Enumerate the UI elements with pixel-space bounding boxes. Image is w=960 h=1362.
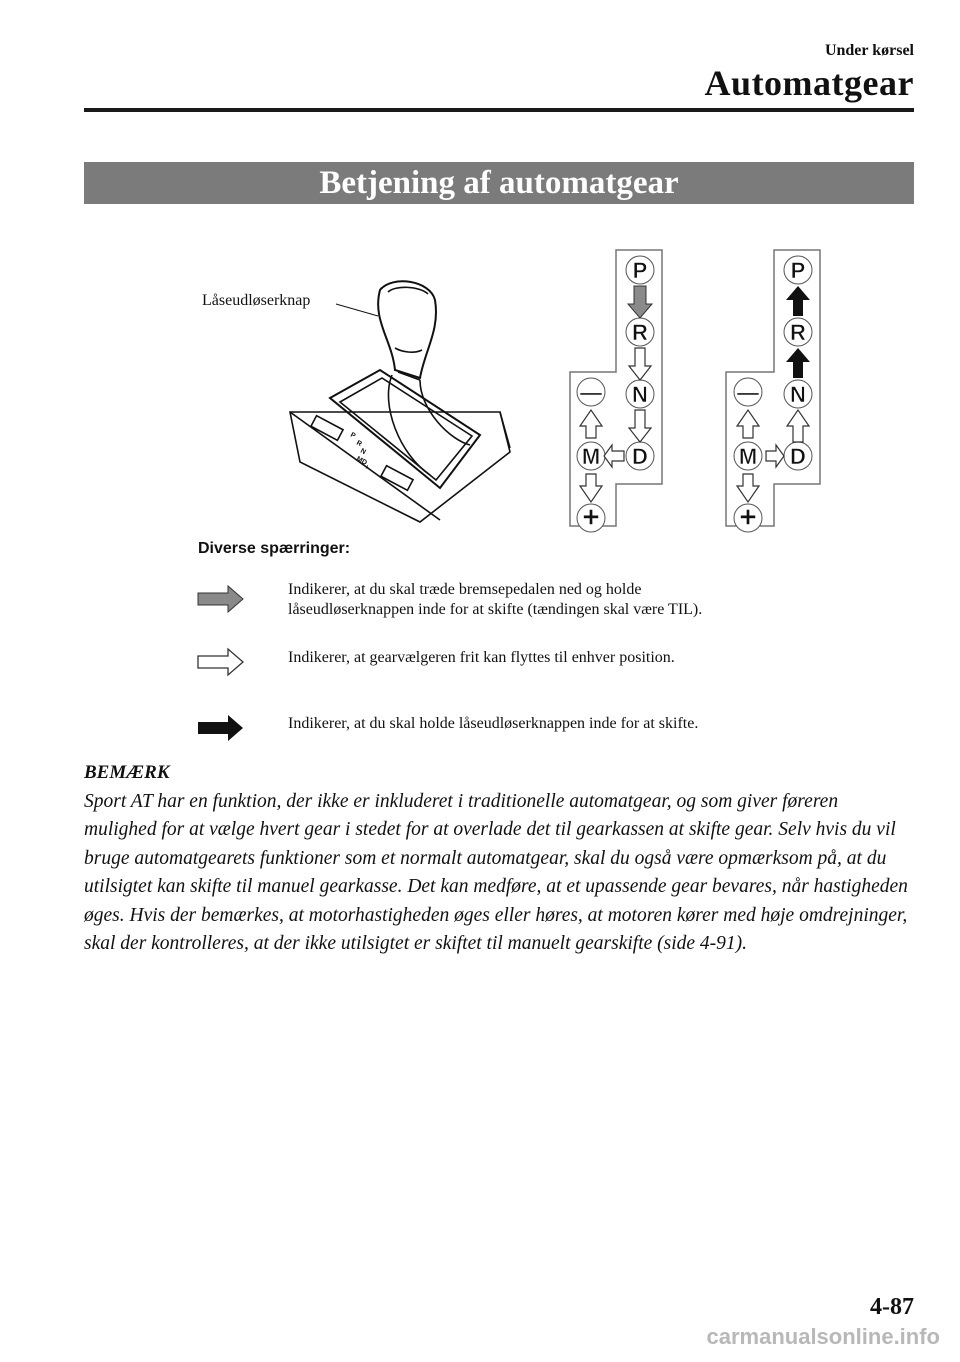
page-number: 4-87 [870,1294,914,1320]
note-text: Sport AT har en funktion, der ikke er inkluderet i traditionelle automatgear, og som giver føreren mulighed for at vælge hvert gear i stedet for at overlade det til gearkassen at skifte gear. Selv hvis du vil bruge automatgearets funktioner som et normalt automatgear, skal du også være opmærksom på, at du utilsigtet kan skifte til manuel gearkasse. Det kan medføre, at et upassende gear bevares, når hastigheden øges. Hvis der bemærkes, at motorhastigheden øges eller høres, at motoren kører med høje omdrejninger, skal der kontrolleres, at der ikke utilsigtet er skiftet til manuelt gearskifte (side 4-91). [84,791,908,955]
gate1-park: P [632,258,648,283]
legend-text-white: Indikerer, at gearvælgeren frit kan flyttes til enhver position. [288,649,675,666]
gate1-neutral: N [632,382,648,407]
svg-text:MD: MD [355,455,368,467]
legend-item-black [196,714,896,744]
gate2-park: P [790,258,806,283]
gate1-manual: M [581,444,601,469]
legend-text-gray: Indikerer, at du skal træde bremsepedalen ned og holde låseudløserknappen inde for at skifte (tændingen skal være TIL). [288,581,703,618]
header-divider [84,108,914,112]
gear-shift-figure [0,230,960,540]
gate2-neutral: N [790,382,806,407]
lock-release-button-label: Låseudløserknap [202,292,311,309]
svg-text:N: N [359,447,367,457]
svg-text:P: P [349,431,357,440]
chapter-label: Under kørsel [824,42,914,59]
white-arrow-icon [196,647,246,677]
black-arrow-icon [196,713,246,743]
gray-arrow-icon [196,584,246,614]
gear-lever-illustration [290,281,510,522]
gate1-minus: — [580,380,602,405]
legend-text-black: Indikerer, at du skal holde låseudløserknappen inde for at skifte. [288,715,699,732]
gate2-drive: D [790,444,806,469]
gate2-reverse: R [790,320,806,345]
watermark: carmanualsonline.info [706,1324,940,1349]
note-title: BEMÆRK [84,762,170,783]
legend-title: Diverse spærringer: [198,540,351,557]
gate2-plus: + [739,501,757,534]
gate1-drive: D [632,444,648,469]
gate1-reverse: R [632,320,648,345]
gate1-plus: + [582,501,600,534]
page-title: Automatgear [704,63,914,103]
gate2-minus: — [737,380,759,405]
legend-item-gray [196,580,896,626]
shift-gate-diagram-2 [726,250,820,534]
svg-text:R: R [355,439,363,449]
gate2-manual: M [738,444,758,469]
section-banner: Betjening af automatgear [84,162,914,204]
svg-text:+: + [363,463,370,472]
legend-item-white [196,648,896,678]
shift-gate-diagram-1 [570,250,662,534]
